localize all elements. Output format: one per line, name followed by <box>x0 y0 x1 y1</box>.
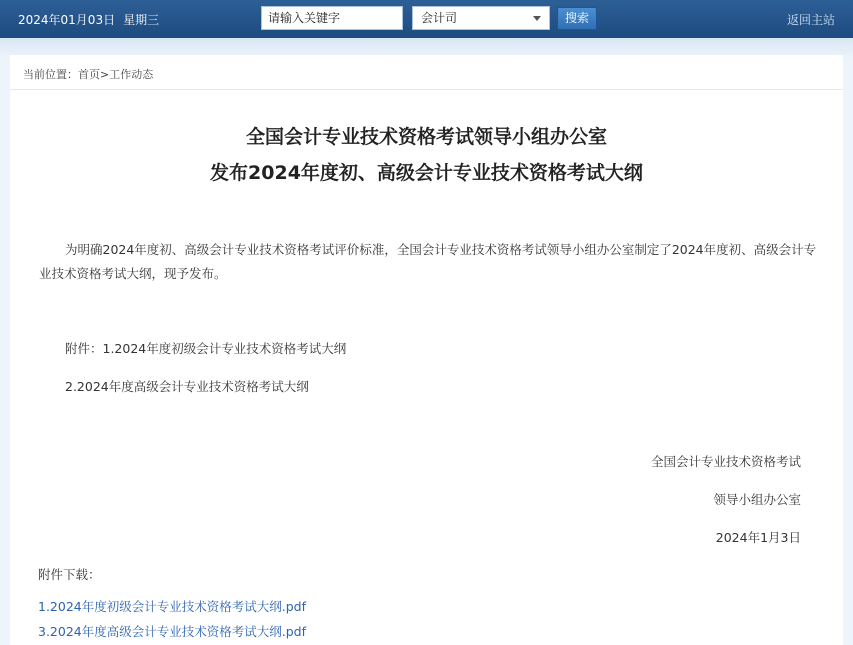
attachment-line-1: 附件：1.2024年度初级会计专业技术资格考试大纲 <box>65 341 347 356</box>
breadcrumb-current-link[interactable]: 工作动态 <box>109 68 154 81</box>
department-select[interactable] <box>412 6 550 30</box>
date-text: 2024年01月03日 <box>18 13 116 27</box>
signature-date: 2024年1月3日 <box>715 530 801 545</box>
home-link[interactable]: 返回主站 <box>786 13 835 27</box>
search-button[interactable]: 搜索 <box>557 7 597 30</box>
weekday-text: 星期三 <box>123 13 160 27</box>
content-panel <box>10 55 843 645</box>
downloads-label: 附件下载： <box>38 567 101 582</box>
download-link-1[interactable]: 1.2024年度初级会计专业技术资格考试大纲.pdf <box>38 599 306 614</box>
top-bar <box>0 0 853 38</box>
breadcrumb-divider <box>10 89 843 90</box>
article-paragraph: 为明确2024年度初、高级会计专业技术资格考试评价标准，全国会计专业技术资格考试领导小组办公室制定了2024年度初、高级会计专业技术资格考试大纲，现予发布。 <box>39 242 817 281</box>
date-display <box>18 11 167 28</box>
signature-organization: 全国会计专业技术资格考试 <box>650 454 801 469</box>
breadcrumb <box>23 66 153 82</box>
article-title-line1: 全国会计专业技术资格考试领导小组办公室 <box>245 126 607 148</box>
article-title-line2: 发布2024年度初、高级会计专业技术资格考试大纲 <box>210 162 643 184</box>
department-selected-value: 会计司 <box>421 11 458 25</box>
search-input[interactable]: 请输入关键字 <box>261 6 403 30</box>
chevron-down-icon <box>533 16 541 21</box>
breadcrumb-label: 当前位置： <box>23 68 78 81</box>
attachment-line-2: 2.2024年度高级会计专业技术资格考试大纲 <box>65 379 309 394</box>
signature-office: 领导小组办公室 <box>713 492 801 507</box>
breadcrumb-separator: > <box>100 68 110 81</box>
download-link-2[interactable]: 3.2024年度高级会计专业技术资格考试大纲.pdf <box>38 624 306 639</box>
breadcrumb-home-link[interactable]: 首页 <box>78 68 100 81</box>
